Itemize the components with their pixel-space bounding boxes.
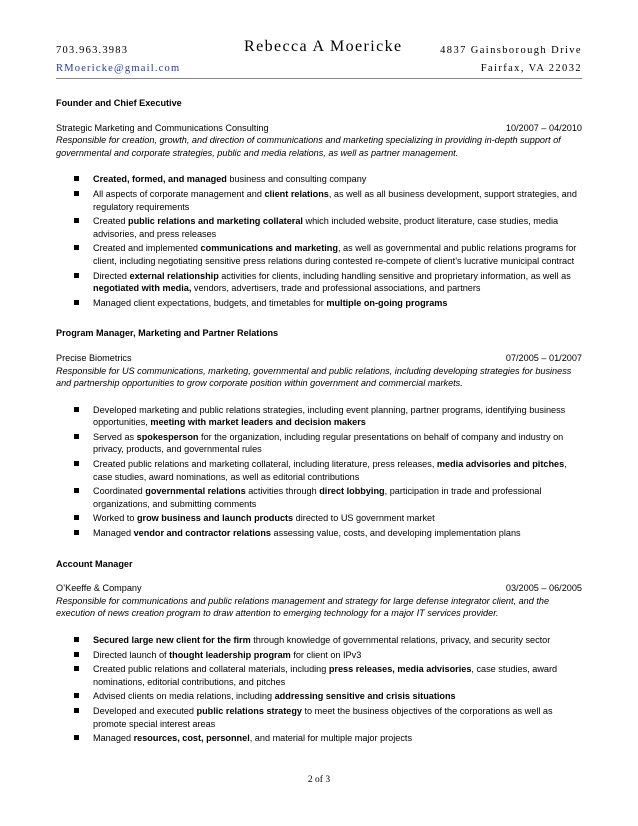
bullet-emphasis: public relations strategy	[196, 705, 302, 716]
bullet-text: Created public relations and marketing collateral, including literature, press releases,	[93, 459, 437, 470]
bullet-text: , as well as governmental and public relations programs for client, including negotiating sensitive press relations during contested re-compete of client’s lucrative municipal contract	[93, 243, 577, 266]
job-entry-account-manager	[56, 558, 582, 745]
bullet-text: Developed marketing and public relations strategies, including event planning, partner programs, identifying business opportunities,	[93, 404, 566, 428]
bullet-emphasis: thought leadership program	[169, 649, 291, 660]
square-bullet-icon	[74, 637, 79, 642]
bullet-emphasis: communications and marketing	[200, 243, 338, 254]
bullet-item	[56, 431, 582, 456]
bullet-text: through knowledge of governmental relations, privacy, and security sector	[250, 635, 551, 645]
bullet-item	[56, 404, 582, 429]
job-description: Responsible for US communications, marketing, governmental and public relations, including developing strategies for business and partnership opportunities to grow corporate position within government and commercial markets.	[56, 365, 572, 389]
square-bullet-icon	[74, 530, 79, 535]
bullet-text: All aspects of corporate management and	[93, 188, 265, 199]
experience-section	[56, 97, 582, 763]
bullet-item	[56, 705, 582, 730]
square-bullet-icon	[74, 245, 79, 250]
job-org-line	[56, 122, 582, 135]
bullet-emphasis: meeting with market leaders and decision makers	[150, 417, 366, 428]
bullet-text: Directed	[93, 270, 130, 281]
bullet-item	[56, 173, 582, 186]
job-bullet-list	[56, 404, 582, 540]
square-bullet-icon	[74, 176, 79, 181]
bullet-item	[56, 215, 582, 240]
bullet-text: , case studies, award nominations, editorial contributions, and pitches	[93, 664, 558, 687]
square-bullet-icon	[74, 708, 79, 713]
bullet-emphasis: addressing sensitive and crisis situations	[274, 691, 456, 702]
square-bullet-icon	[74, 218, 79, 223]
square-bullet-icon	[74, 735, 79, 740]
bullet-emphasis: vendor and contractor relations	[133, 528, 272, 539]
bullet-text: , participation in trade and professional organizations, and submitting comments	[93, 486, 542, 509]
job-dates: 03/2005 – 06/2005	[505, 583, 582, 594]
job-org-line	[56, 582, 582, 595]
job-dates: 10/2007 – 04/2010	[505, 122, 582, 133]
job-title: Account Manager	[56, 558, 133, 569]
header-divider	[56, 78, 582, 79]
job-organization: Strategic Marketing and Communications Consulting	[56, 122, 269, 133]
job-bullet-list	[56, 173, 582, 309]
job-description: Responsible for communications and public relations management and strategy for large defense integrator client, and the execution of news creation program to draw attention to emerging technology for a major IT services provider.	[56, 595, 550, 619]
job-title: Founder and Chief Executive	[56, 98, 182, 108]
square-bullet-icon	[74, 300, 79, 305]
bullet-emphasis: governmental relations	[145, 486, 246, 497]
square-bullet-icon	[74, 693, 79, 698]
job-title: Program Manager, Marketing and Partner Relations	[56, 328, 279, 339]
square-bullet-icon	[74, 666, 79, 671]
bullet-text: Managed	[93, 733, 134, 744]
bullet-text: for client on IPv3	[290, 649, 362, 660]
job-description: Responsible for creation, growth, and direction of communications and marketing specializing in providing in-depth support of governmental and corporate strategies, public and media relations, as well as partner management.	[56, 135, 561, 158]
bullet-item	[56, 690, 582, 703]
bullet-item	[56, 188, 582, 213]
square-bullet-icon	[74, 407, 79, 412]
bullet-text: Worked to	[93, 513, 137, 524]
bullet-text: activities for clients, including handling sensitive and proprietary information, as well as	[218, 270, 571, 281]
bullet-text: Developed and executed	[93, 705, 197, 716]
bullet-emphasis: negotiated with media,	[93, 283, 192, 294]
bullet-text: , case studies, award nominations, as well as editorial contributions	[93, 459, 567, 482]
square-bullet-icon	[74, 515, 79, 520]
bullet-item	[56, 732, 582, 745]
bullet-text: Created public relations and collateral materials, including	[93, 664, 329, 675]
bullet-text: Coordinated	[93, 486, 146, 497]
bullet-emphasis: client relations	[264, 188, 329, 199]
bullet-text: Created	[93, 216, 128, 227]
square-bullet-icon	[74, 273, 79, 278]
contact-block	[56, 42, 180, 78]
bullet-emphasis: direct lobbying	[319, 486, 385, 497]
bullet-text: Served as	[93, 431, 137, 442]
bullet-item	[56, 458, 582, 483]
bullet-text: directed to US government market	[293, 513, 435, 524]
bullet-text: which included website, product literature, case studies, media advisories, and press releases	[93, 216, 559, 239]
bullet-text: Managed	[93, 528, 134, 539]
bullet-item	[56, 527, 582, 540]
job-dates: 07/2005 – 01/2007	[505, 352, 582, 363]
bullet-item	[56, 663, 582, 688]
bullet-item	[56, 634, 582, 647]
bullet-item	[56, 485, 582, 510]
bullet-item	[56, 512, 582, 525]
page-number: 2 of 3	[307, 775, 331, 785]
bullet-text: vendors, advertisers, trade and professional associations, and partners	[191, 283, 481, 294]
job-entry-program-manager	[56, 327, 582, 539]
bullet-emphasis: public relations and marketing collateral	[128, 216, 303, 227]
bullet-text: Directed launch of	[93, 649, 170, 660]
bullet-emphasis: resources, cost, personnel	[133, 733, 250, 744]
bullet-item	[56, 270, 582, 295]
square-bullet-icon	[74, 488, 79, 493]
square-bullet-icon	[74, 652, 79, 657]
bullet-emphasis: press releases, media advisories	[328, 664, 472, 675]
email-link[interactable]: RMoericke@gmail.com	[56, 63, 181, 74]
job-organization: Precise Biometrics	[56, 352, 132, 363]
bullet-emphasis: Created, formed, and managed	[93, 174, 227, 185]
address-street: 4837 Gainsborough Drive	[440, 45, 582, 56]
bullet-text: , as well as all business development, support strategies, and regulatory requirements	[93, 188, 577, 212]
address-city: Fairfax, VA 22032	[480, 63, 582, 74]
job-organization: O’Keeffe & Company	[56, 583, 142, 594]
bullet-text: Created and implemented	[93, 243, 201, 254]
job-bullet-list	[56, 634, 582, 745]
phone-number: 703.963.3983	[56, 45, 129, 56]
job-entry-founder	[56, 97, 582, 309]
bullet-emphasis: spokesperson	[136, 431, 199, 442]
bullet-text: to meet the business objectives of the corporations as well as promote special interest areas	[93, 705, 553, 729]
bullet-text: for the organization, including regular presentations on behalf of company and industry on privacy, products, and governmental rules	[93, 431, 564, 455]
bullet-text: Managed client expectations, budgets, and timetables for	[93, 297, 327, 308]
bullet-text: , and material for multiple major projects	[249, 733, 413, 744]
square-bullet-icon	[74, 191, 79, 196]
job-org-line	[56, 352, 582, 365]
bullet-item	[56, 242, 582, 267]
bullet-emphasis: Secured large new client for the firm	[93, 635, 251, 645]
bullet-text: business and consulting company	[226, 174, 367, 185]
bullet-emphasis: media advisories and pitches	[436, 459, 565, 470]
bullet-text: Advised clients on media relations, including	[93, 691, 275, 702]
square-bullet-icon	[74, 461, 79, 466]
bullet-text: assessing value, costs, and developing implementation plans	[271, 528, 521, 539]
candidate-name: Rebecca A Moericke	[244, 38, 403, 55]
bullet-emphasis: multiple on-going programs	[326, 297, 448, 308]
bullet-emphasis: grow business and launch products	[136, 513, 294, 524]
bullet-text: activities through	[245, 486, 320, 497]
square-bullet-icon	[74, 434, 79, 439]
bullet-item	[56, 649, 582, 662]
bullet-emphasis: external relationship	[129, 270, 219, 281]
address-block	[440, 42, 582, 78]
bullet-item	[56, 297, 582, 310]
